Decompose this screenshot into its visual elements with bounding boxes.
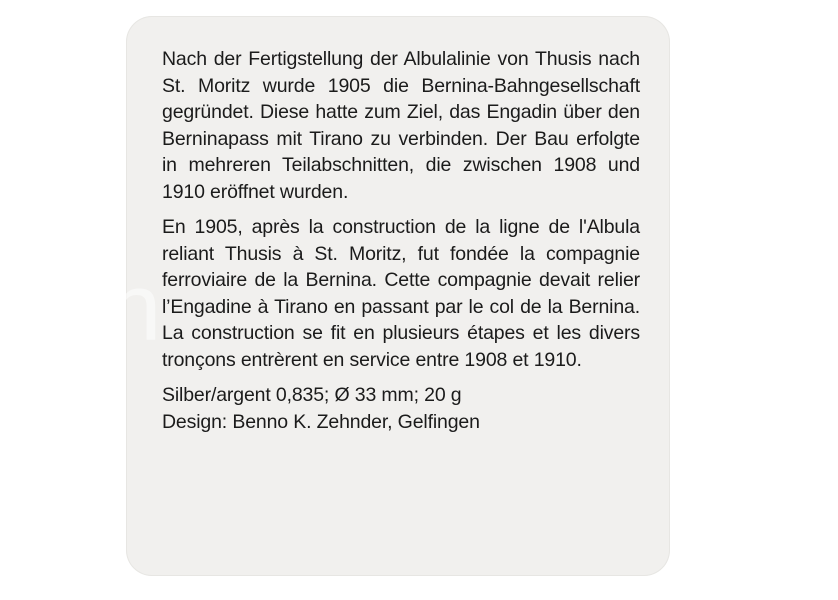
specifications-line: Silber/argent 0,835; Ø 33 mm; 20 g — [162, 384, 462, 406]
paragraph-french: En 1905, après la construction de la ligne de l'Albula reliant Thusis à St. Moritz, fut fondée la compagnie ferroviaire de la Bernina. Cette compagnie devait relier l’Engadine à Tirano en passant par le col de la Bernina. La construction se fit en plusieurs étapes et les divers tronçons entrèrent en service entre 1908 et 1910. — [162, 216, 640, 371]
design-credit-line: Design: Benno K. Zehnder, Gelfingen — [162, 410, 480, 433]
watermark-left: sch — [8, 254, 164, 361]
text-block — [162, 46, 640, 435]
watermark-right: .ch — [704, 254, 838, 361]
paragraph-german: Nach der Fertigstellung der Albulalinie von Thusis nach St. Moritz wurde 1905 die Bernina-Bahngesellschaft gegründet. Diese hatte zum Ziel, das Engadin über den Berninapass mit Tirano zu verbinden. Der Bau erfolgte in mehreren Teilabschnitten, die zwischen 1908 und 1910 eröffnet wurden. — [162, 48, 640, 203]
